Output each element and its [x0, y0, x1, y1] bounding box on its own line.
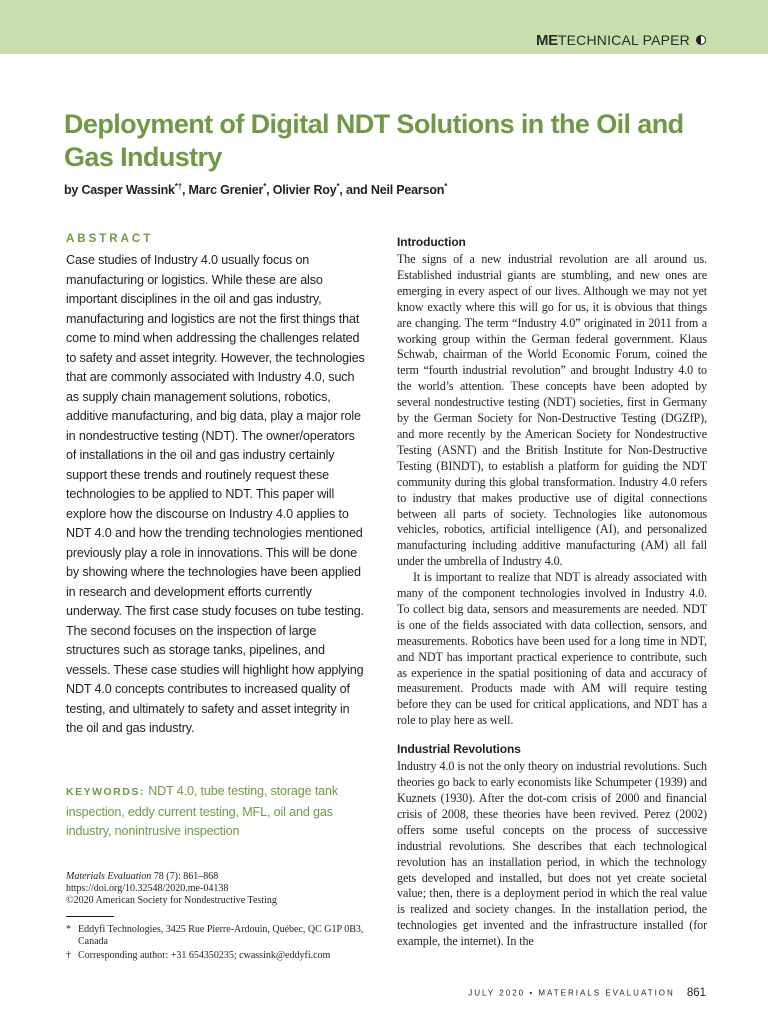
citation-copyright: ©2020 American Society for Nondestructive Testing [66, 895, 277, 906]
body-paragraph: It is important to realize that NDT is already associated with many of the component technologies involved in Industry 4.0. To collect big data, sensors and measurements are needed. NDT is one of the fields associated with data collection, sensors, and measurements. Robotics have been used for a long time in NDT, and NDT has important practical experience to contribute, such as experience in the spatial positioning of data and accuracy of measurement. Products made with AM will require testing before they can be used for critical applications, and NDT has a role to play here as well. [397, 570, 707, 728]
author-mark: * [444, 182, 448, 191]
keywords-list: NDT 4.0, tube testing, storage tank inspection, eddy current testing, MFL, oil and gas industry, nonintrusive inspection [66, 784, 339, 838]
half-filled-circle-icon [696, 35, 706, 45]
citation-volume: 78 (7): 861–868 [151, 871, 219, 882]
author-separator: , [266, 183, 273, 198]
body-column [397, 234, 707, 950]
footnote-mark: * [66, 924, 71, 935]
byline-prefix: by [64, 183, 82, 198]
author-mark: * [263, 182, 267, 191]
author-mark: * [336, 182, 340, 191]
footnote-rule [66, 916, 114, 917]
citation [66, 871, 368, 907]
citation-journal: Materials Evaluation [66, 871, 152, 882]
footnote-mark: † [66, 950, 71, 961]
keywords-label: KEYWORDS: [66, 786, 145, 798]
author-separator: , and [339, 183, 371, 198]
author-name: Olivier Roy [272, 183, 337, 198]
body-paragraph: Industry 4.0 is not the only theory on industrial revolutions. Such theories go back to early economists like Schumpeter (1939) and Kuznets (1930). After the dot-com crisis of 2000 and financial crisis of 2008, these theories have been revived. Perez (2002) offers some useful concepts on the process of successive industrial revolutions. She describes that each technological revolution has an installation period, in which the technology gets developed and installed, but does not yet create societal value; then, there is a deployment period in which the real value is realized and society changes. In the installation period, the technologies get invented and the infrastructure installed (for example, the internet). In the [397, 759, 707, 949]
abstract-text: Case studies of Industry 4.0 usually focus on manufacturing or logistics. While these are also important disciplines in the oil and gas industry, manufacturing and logistics are not the first things that come to mind when addressing the challenges related to safety and asset integrity. However, the technologies that are commonly associated with Industry 4.0, such as supply chain management solutions, robotics, additive manufacturing, and big data, play a major role in nondestructive testing (NDT). The owner/operators of installations in the oil and gas industry certainly support these trends and routinely request these technologies to be applied to NDT. This paper will explore how the discourse on Industry 4.0 applies to NDT 4.0 and how the trending technologies mentioned previously play a role in innovations. This will be done by showing where the technologies have been applied in research and development efforts currently underway. The first case study focuses on tube testing. The second focuses on the inspection of large structures such as storage tanks, pipelines, and vessels. These case studies will highlight how applying NDT 4.0 concepts contributes to increased quality of testing, and ultimately to safety and asset integrity in the oil and gas industry. [66, 253, 365, 735]
citation-doi[interactable]: https://doi.org/10.32548/2020.me-04138 [66, 883, 229, 894]
footnote-text: Eddyfi Technologies, 3425 Rue Pierre-Ardouin, Québec, QC G1P 0B3, Canada [78, 924, 364, 947]
byline [64, 182, 704, 197]
section-label-me: ME [535, 32, 558, 49]
abstract-heading: ABSTRACT [66, 233, 154, 245]
article-title: Deployment of Digital NDT Solutions in the Oil and Gas Industry [64, 109, 684, 172]
author-name: Marc Grenier [188, 183, 264, 198]
author-name: Neil Pearson [370, 183, 445, 198]
footnotes [66, 924, 368, 964]
author-name: Casper Wassink [81, 183, 175, 198]
keywords [66, 782, 368, 842]
section-label [536, 32, 706, 50]
page-number: 861 [686, 986, 706, 999]
footnote-text: Corresponding author: +31 654350235; cwassink@eddyfi.com [78, 950, 331, 961]
industrial-revolutions-heading: Industrial Revolutions [397, 742, 521, 757]
footnote [66, 924, 368, 948]
footnote [66, 950, 368, 962]
author-mark: *† [174, 182, 182, 191]
footer-journal: JULY 2020 • MATERIALS EVALUATION [468, 988, 675, 998]
body-paragraph: The signs of a new industrial revolution are all around us. Established industrial giants are stumbling, and new ones are emerging in every aspect of our lives. Although we may not yet know exactly where this will go for us, it is obvious that things are changing. The term “Industry 4.0” originated in 2011 from a working group within the German federal government. Klaus Schwab, chairman of the World Economic Forum, coined the term “fourth industrial revolution” and brought Industry 4.0 to the world’s attention. These concepts have been adopted by several nondestructive testing (NDT) societies, first in Germany by the German Society for Non-Destructive Testing (DGZfP), and more recently by the American Society for Nondestructive Testing (ASNT) and the British Institute for Non-Destructive Testing (BINDT), to establish a platform for guiding the NDT community during this global transformation. Industry 4.0 refers to industry that makes productive use of digital connections between all parts of society. Technologies like autonomous vehicles, robotics, artificial intelligence (AI), and personalized manufacturing including additive manufacturing (AM) all fall under the umbrella of Industry 4.0. [397, 252, 707, 569]
introduction-heading: Introduction [397, 235, 466, 249]
author-separator: , [181, 183, 189, 198]
section-label-text: TECHNICAL PAPER [557, 32, 690, 48]
page-footer [468, 984, 706, 1002]
